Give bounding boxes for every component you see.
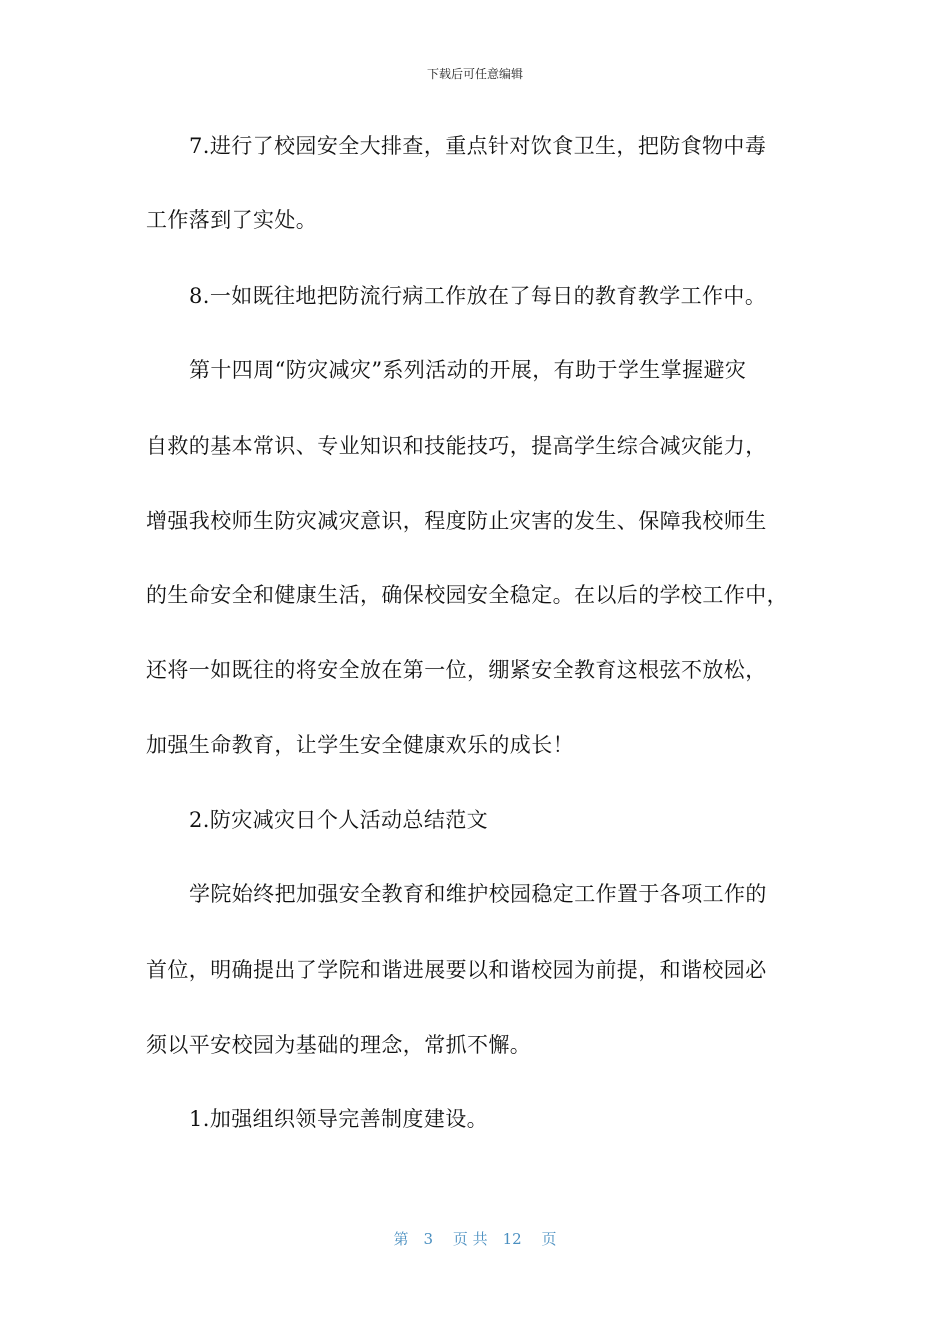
- section-heading: 2.防灾减灾日个人活动总结范文: [189, 808, 489, 832]
- body-line: 增强我校师生防灾减灾意识，程度防止灾害的发生、保障我校师生: [146, 509, 767, 533]
- body-line: 首位，明确提出了学院和谐进展要以和谐校园为前提，和谐校园必: [146, 958, 767, 982]
- body-line: 加强生命教育，让学生安全健康欢乐的成长！: [146, 733, 574, 757]
- subsection-heading: 1.加强组织领导完善制度建设。: [189, 1107, 489, 1131]
- body-line: 须以平安校园为基础的理念，常抓不懈。: [146, 1033, 532, 1057]
- body-line: 第十四周“防灾减灾”系列活动的开展，有助于学生掌握避灾: [189, 358, 747, 382]
- body-line: 的生命安全和健康生活，确保校园安全稳定。在以后的学校工作中，: [146, 583, 788, 607]
- page-header: 下载后可任意编辑: [426, 67, 523, 81]
- body-line: 还将一如既往的将安全放在第一位，绷紧安全教育这根弦不放松，: [146, 658, 767, 682]
- body-line: 7.进行了校园安全大排查，重点针对饮食卫生，把防食物中毒: [189, 134, 767, 158]
- body-line: 自救的基本常识、专业知识和技能技巧，提高学生综合减灾能力，: [146, 434, 767, 458]
- body-line: 学院始终把加强安全教育和维护校园稳定工作置于各项工作的: [189, 882, 767, 906]
- body-line: 8.一如既往地把防流行病工作放在了每日的教育教学工作中。: [189, 284, 767, 308]
- page-footer: 第 3 页 共 12 页: [393, 1230, 557, 1248]
- body-line: 工作落到了实处。: [146, 208, 318, 232]
